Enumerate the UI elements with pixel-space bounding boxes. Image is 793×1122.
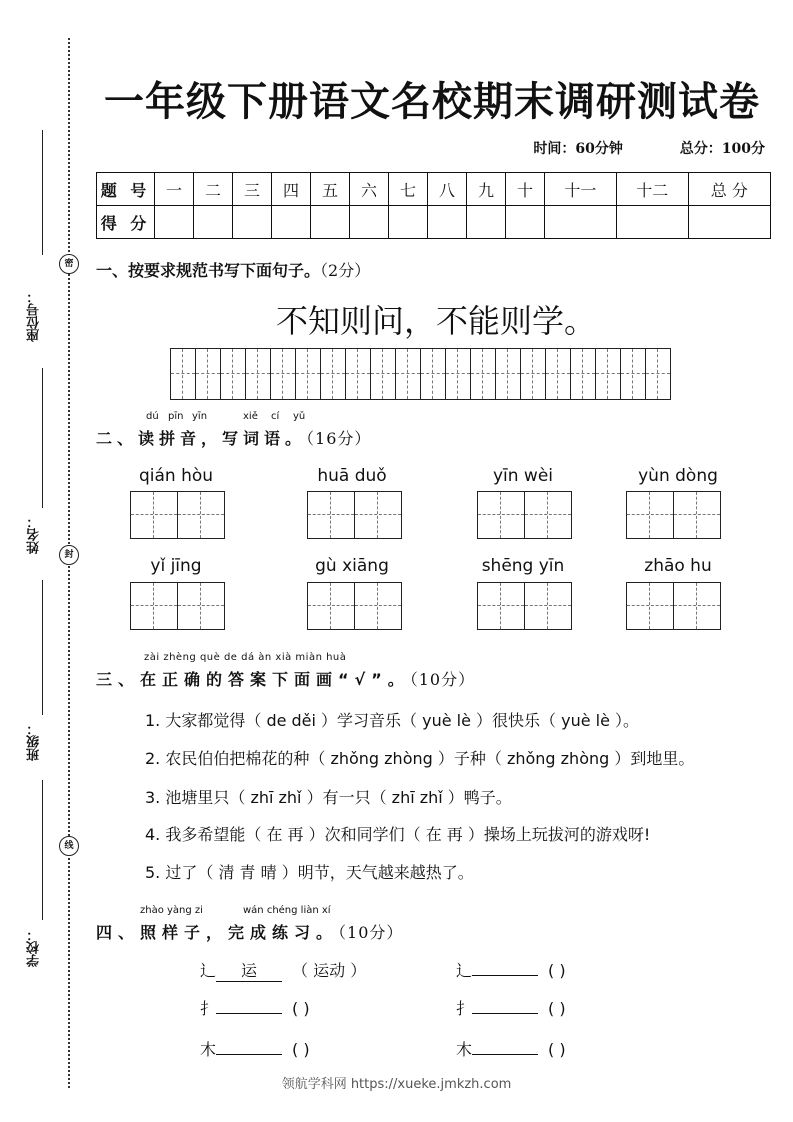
exercise-row-2-right xyxy=(456,996,638,1019)
section4-points: （10分） xyxy=(338,923,404,942)
writing-grid-cell[interactable] xyxy=(346,349,371,399)
writing-grid-cell[interactable] xyxy=(521,349,546,399)
writing-grid-cell[interactable] xyxy=(571,349,596,399)
section2-points: （16分） xyxy=(306,429,372,448)
answer-grid-yijing[interactable] xyxy=(130,582,225,630)
table-cell: 十二 xyxy=(616,173,688,206)
model-sentence: 不知则问，不能则学。 xyxy=(275,302,596,340)
footer-watermark: 领航学科网 https://xueke.jmkzh.com xyxy=(281,1077,512,1092)
example-radical: 辶 xyxy=(200,961,217,980)
answer-grid-qianhou[interactable] xyxy=(130,491,225,539)
char-blank[interactable] xyxy=(216,1013,282,1014)
char-blank[interactable] xyxy=(472,1054,538,1055)
writing-grid-cell[interactable] xyxy=(271,349,296,399)
word-paren[interactable]: ( ) xyxy=(548,1040,566,1059)
writing-grid[interactable] xyxy=(170,348,671,400)
writing-grid-cell[interactable] xyxy=(646,349,670,399)
question3-item-4: 4. 我多希望能（ 在 再 ）次和同学们（ 在 再 ）操场上玩拔河的游戏呀! xyxy=(145,825,651,844)
table-cell: 十 xyxy=(506,173,545,206)
class-rule xyxy=(42,780,43,920)
radical: 木 xyxy=(456,1040,473,1059)
score-cell[interactable] xyxy=(506,206,545,239)
pinyin-guxiang: gù xiāng xyxy=(315,556,389,576)
radical: 辶 xyxy=(456,961,473,980)
section3-ruby: zài zhèng què de dá àn xià miàn huà xyxy=(144,652,347,663)
writing-grid-cell[interactable] xyxy=(446,349,471,399)
table-cell: 总 分 xyxy=(688,173,770,206)
question3-item-2: 2. 农民伯伯把棉花的种（ zhǒng zhòng ）子种（ zhǒng zhòng ）到地里。 xyxy=(145,749,695,768)
section4-ruby-2: wán chéng liàn xí xyxy=(243,905,331,916)
table-cell: 二 xyxy=(194,173,233,206)
pinyin-yundong: yùn dòng xyxy=(638,466,718,486)
writing-grid-cell[interactable] xyxy=(621,349,646,399)
table-cell: 四 xyxy=(272,173,311,206)
table-cell: 八 xyxy=(428,173,467,206)
score-cell[interactable] xyxy=(616,206,688,239)
table-cell: 一 xyxy=(155,173,194,206)
ruby-du: dú xyxy=(146,411,159,422)
page-title: 一年级下册语文名校期末调研测试卷 xyxy=(104,79,760,125)
score-cell[interactable] xyxy=(155,206,194,239)
writing-grid-cell[interactable] xyxy=(196,349,221,399)
char-blank[interactable] xyxy=(472,975,538,976)
score-cell[interactable] xyxy=(688,206,770,239)
example-char: 运 xyxy=(216,958,282,982)
answer-grid-yinwei[interactable] xyxy=(477,491,572,539)
school-label: 学校： xyxy=(27,928,42,967)
writing-grid-cell[interactable] xyxy=(371,349,396,399)
section3-title: 三、在正确的答案下面画“√”。 xyxy=(96,670,410,689)
score-cell[interactable] xyxy=(233,206,272,239)
section1-heading xyxy=(96,258,370,281)
section3-points: （10分） xyxy=(409,670,476,689)
writing-grid-cell[interactable] xyxy=(171,349,196,399)
section4-ruby-1: zhào yàng zi xyxy=(140,905,203,916)
time-info xyxy=(481,138,765,158)
seal-feng: 封 xyxy=(59,545,79,565)
pinyin-zhaohu: zhāo hu xyxy=(644,556,712,576)
question3-item-5: 5. 过了（ 清 青 晴 ）明节，天气越来越热了。 xyxy=(145,863,474,882)
answer-grid-guxiang[interactable] xyxy=(307,582,402,630)
pinyin-shengyin: shēng yīn xyxy=(481,556,565,576)
section4-heading xyxy=(96,920,403,943)
table-cell: 十一 xyxy=(545,173,617,206)
table-cell: 七 xyxy=(389,173,428,206)
writing-grid-cell[interactable] xyxy=(221,349,246,399)
writing-grid-cell[interactable] xyxy=(596,349,621,399)
char-blank[interactable] xyxy=(472,1013,538,1014)
score-cell[interactable] xyxy=(545,206,617,239)
exercise-row-1-right xyxy=(456,958,638,981)
writing-grid-cell[interactable] xyxy=(421,349,446,399)
radical: 扌 xyxy=(456,999,473,1018)
seat-rule-2 xyxy=(42,368,43,508)
exercise-row-3-left xyxy=(200,1037,382,1060)
ruby-yin: yīn xyxy=(192,411,208,422)
char-blank[interactable] xyxy=(216,1054,282,1055)
word-paren[interactable]: ( ) xyxy=(292,999,310,1018)
table-cell: 六 xyxy=(350,173,389,206)
answer-grid-zhaohu[interactable] xyxy=(626,582,721,630)
score-table-header-row xyxy=(97,173,771,206)
pinyin-huaduo: huā duǒ xyxy=(317,466,387,486)
table-cell: 五 xyxy=(311,173,350,206)
score-cell[interactable] xyxy=(311,206,350,239)
section1-points: （2分） xyxy=(320,261,371,280)
ruby-ci: cí xyxy=(271,411,280,422)
seat-rule xyxy=(42,130,43,255)
section3-heading xyxy=(96,667,475,690)
ruby-pin: pīn xyxy=(168,411,184,422)
writing-grid-cell[interactable] xyxy=(396,349,421,399)
ruby-yu: yǔ xyxy=(293,411,306,422)
score-cell[interactable] xyxy=(389,206,428,239)
answer-grid-huaduo[interactable] xyxy=(307,491,402,539)
exercise-row-2-left xyxy=(200,996,382,1019)
name-rule xyxy=(42,580,43,715)
example-word: （ 运动 ） xyxy=(292,961,367,980)
section2-title: 二、读拼音，写词语。 xyxy=(96,429,307,448)
class-label: 班级： xyxy=(27,722,42,761)
table-cell: 三 xyxy=(233,173,272,206)
writing-grid-cell[interactable] xyxy=(496,349,521,399)
score-table xyxy=(96,172,771,239)
answer-grid-shengyin[interactable] xyxy=(477,582,572,630)
radical: 扌 xyxy=(200,999,217,1018)
word-paren[interactable]: ( ) xyxy=(292,1040,310,1059)
section4-title: 四、照样子，完成练习。 xyxy=(96,923,339,942)
ruby-xie: xiě xyxy=(243,411,258,422)
exam-time: 时间：60分钟 xyxy=(533,141,623,157)
writing-grid-cell[interactable] xyxy=(546,349,571,399)
question3-item-1: 1. 大家都觉得（ de děi ）学习音乐（ yuè lè ）很快乐（ yuè lè ）。 xyxy=(145,711,640,730)
exercise-row-3-right xyxy=(456,1037,638,1060)
exam-total-score: 总分：100分 xyxy=(679,141,765,157)
table-cell: 题 号 xyxy=(97,173,155,206)
score-cell[interactable] xyxy=(467,206,506,239)
pinyin-yijing: yǐ jīng xyxy=(150,556,202,576)
writing-grid-cell[interactable] xyxy=(321,349,346,399)
score-cell[interactable] xyxy=(194,206,233,239)
seal-mi: 密 xyxy=(59,254,79,274)
pinyin-qianhou: qián hòu xyxy=(138,466,214,486)
radical: 木 xyxy=(200,1040,217,1059)
writing-grid-cell[interactable] xyxy=(246,349,271,399)
table-cell: 得 分 xyxy=(97,206,155,239)
example-row xyxy=(200,958,366,982)
word-paren[interactable]: ( ) xyxy=(548,961,566,980)
score-table-score-row xyxy=(97,206,771,239)
question3-item-3: 3. 池塘里只（ zhī zhǐ ）有一只（ zhī zhǐ ）鸭子。 xyxy=(145,788,512,807)
answer-grid-yundong[interactable] xyxy=(626,491,721,539)
pinyin-yinwei: yīn wèi xyxy=(492,466,554,486)
section1-title: 一、按要求规范书写下面句子。 xyxy=(96,261,321,280)
score-cell[interactable] xyxy=(428,206,467,239)
table-cell: 九 xyxy=(467,173,506,206)
seat-number-label: 座位号： xyxy=(27,290,42,342)
score-cell[interactable] xyxy=(350,206,389,239)
score-cell[interactable] xyxy=(272,206,311,239)
section2-heading xyxy=(96,426,371,449)
word-paren[interactable]: ( ) xyxy=(548,999,566,1018)
writing-grid-cell[interactable] xyxy=(296,349,321,399)
seal-xian: 线 xyxy=(59,836,79,856)
writing-grid-cell[interactable] xyxy=(471,349,496,399)
name-label: 姓名： xyxy=(27,515,42,554)
